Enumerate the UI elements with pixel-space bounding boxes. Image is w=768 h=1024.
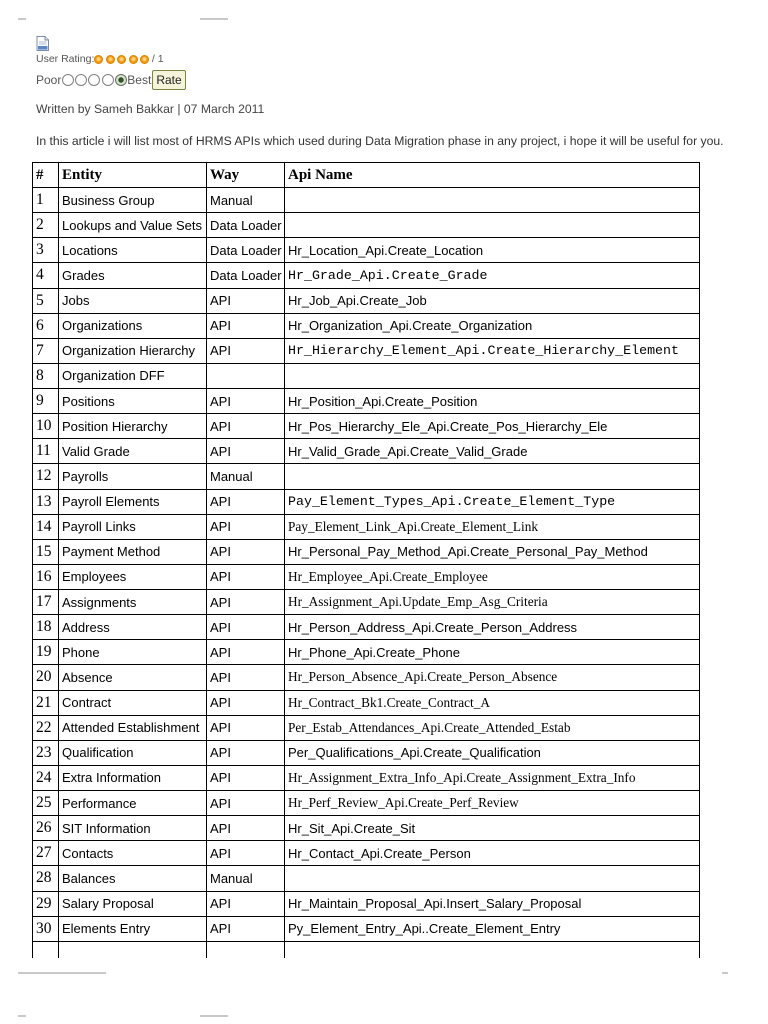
entity-cell: Business Group: [59, 188, 207, 212]
api-name-cell: Hr_Contact_Api.Create_Person: [285, 841, 700, 865]
way-cell: API: [207, 615, 285, 639]
row-number-cell: 23: [33, 741, 59, 765]
table-row: [33, 389, 700, 414]
api-name-cell: Hr_Employee_Api.Create_Employee: [285, 565, 700, 589]
article-intro: In this article i will list most of HRMS APIs which used during Data Migration phase in any project, i hope it will be useful for you.: [36, 134, 724, 148]
entity-cell: Position Hierarchy: [59, 414, 207, 438]
table-row-continued: [33, 942, 700, 958]
row-number-cell: 2: [33, 213, 59, 237]
way-cell: API: [207, 665, 285, 689]
way-cell: API: [207, 716, 285, 740]
entity-cell: Contacts: [59, 841, 207, 865]
way-cell: API: [207, 565, 285, 589]
row-number-cell: 28: [33, 866, 59, 890]
table-row: [33, 816, 700, 841]
api-name-cell: Per_Qualifications_Api.Create_Qualification: [285, 741, 700, 765]
entity-cell: Organization Hierarchy: [59, 339, 207, 363]
entity-cell: Locations: [59, 238, 207, 262]
table-row: [33, 263, 700, 288]
api-name-cell: Per_Estab_Attendances_Api.Create_Attended_Estab: [285, 716, 700, 740]
api-name-cell: Hr_Sit_Api.Create_Sit: [285, 816, 700, 840]
hrms-api-table: [32, 162, 700, 958]
way-cell: API: [207, 540, 285, 564]
way-cell: [207, 942, 285, 958]
row-number-cell: 5: [33, 289, 59, 313]
api-name-cell: [285, 364, 700, 388]
rate-button[interactable]: Rate: [152, 70, 185, 90]
table-header-number: #: [33, 163, 59, 187]
table-row: [33, 515, 700, 540]
way-cell: API: [207, 766, 285, 790]
way-cell: Manual: [207, 188, 285, 212]
table-row: [33, 289, 700, 314]
api-name-cell: [285, 464, 700, 488]
table-row: [33, 238, 700, 263]
vote-option-3[interactable]: [88, 74, 100, 86]
table-row: [33, 565, 700, 590]
vote-scale-high-label: Best: [127, 73, 152, 87]
row-number-cell: 4: [33, 263, 59, 287]
entity-cell: Lookups and Value Sets: [59, 213, 207, 237]
api-name-cell: Hr_Grade_Api.Create_Grade: [285, 263, 700, 287]
user-rating-label: User Rating:: [36, 53, 95, 65]
document-icon[interactable]: [36, 36, 50, 51]
api-name-cell: Hr_Personal_Pay_Method_Api.Create_Personal_Pay_Method: [285, 540, 700, 564]
way-cell: Manual: [207, 464, 285, 488]
row-number-cell: 11: [33, 439, 59, 463]
table-header-way: Way: [207, 163, 285, 187]
vote-form: [36, 70, 186, 90]
api-name-cell: Hr_Contract_Bk1.Create_Contract_A: [285, 691, 700, 715]
row-number-cell: 30: [33, 917, 59, 941]
api-name-cell: Hr_Location_Api.Create_Location: [285, 238, 700, 262]
table-header-row: [33, 163, 700, 188]
table-row: [33, 188, 700, 213]
print-footer-mark: [18, 972, 106, 974]
api-name-cell: Hr_Job_Api.Create_Job: [285, 289, 700, 313]
way-cell: API: [207, 841, 285, 865]
table-row: [33, 640, 700, 665]
vote-option-5[interactable]: [115, 74, 127, 86]
row-number-cell: 9: [33, 389, 59, 413]
table-row: [33, 716, 700, 741]
table-row: [33, 892, 700, 917]
way-cell: API: [207, 917, 285, 941]
row-number-cell: 29: [33, 892, 59, 916]
table-row: [33, 665, 700, 690]
entity-cell: Address: [59, 615, 207, 639]
table-row: [33, 314, 700, 339]
api-name-cell: Hr_Pos_Hierarchy_Ele_Api.Create_Pos_Hierarchy_Ele: [285, 414, 700, 438]
entity-cell: Positions: [59, 389, 207, 413]
row-number-cell: 1: [33, 188, 59, 212]
entity-cell: Jobs: [59, 289, 207, 313]
rating-dots: [94, 55, 152, 64]
api-name-cell: [285, 866, 700, 890]
row-number-cell: [33, 942, 59, 958]
way-cell: API: [207, 414, 285, 438]
way-cell: API: [207, 791, 285, 815]
entity-cell: Attended Establishment: [59, 716, 207, 740]
row-number-cell: 27: [33, 841, 59, 865]
table-row: [33, 414, 700, 439]
way-cell: API: [207, 816, 285, 840]
row-number-cell: 13: [33, 490, 59, 514]
table-row: [33, 339, 700, 364]
row-number-cell: 21: [33, 691, 59, 715]
print-footer-mark: [722, 972, 728, 974]
entity-cell: Organization DFF: [59, 364, 207, 388]
table-row: [33, 590, 700, 615]
way-cell: API: [207, 590, 285, 614]
entity-cell: Valid Grade: [59, 439, 207, 463]
row-number-cell: 24: [33, 766, 59, 790]
entity-cell: Payment Method: [59, 540, 207, 564]
rating-dot: [94, 55, 103, 64]
table-row: [33, 917, 700, 942]
way-cell: API: [207, 515, 285, 539]
rating-dot: [106, 55, 115, 64]
way-cell: API: [207, 892, 285, 916]
table-row: [33, 364, 700, 389]
way-cell: API: [207, 439, 285, 463]
row-number-cell: 16: [33, 565, 59, 589]
api-name-cell: [285, 942, 700, 958]
api-name-cell: Hr_Hierarchy_Element_Api.Create_Hierarchy_Element: [285, 339, 700, 363]
way-cell: API: [207, 691, 285, 715]
row-number-cell: 22: [33, 716, 59, 740]
row-number-cell: 8: [33, 364, 59, 388]
way-cell: API: [207, 640, 285, 664]
rating-dot: [140, 55, 149, 64]
print-header-mark: [18, 18, 26, 20]
rating-dot: [129, 55, 138, 64]
table-row: [33, 691, 700, 716]
row-number-cell: 15: [33, 540, 59, 564]
vote-count: / 1: [151, 53, 164, 65]
table-header-api-name: Api Name: [285, 163, 700, 187]
way-cell: API: [207, 339, 285, 363]
api-name-cell: Hr_Phone_Api.Create_Phone: [285, 640, 700, 664]
table-row: [33, 766, 700, 791]
entity-cell: Employees: [59, 565, 207, 589]
entity-cell: Salary Proposal: [59, 892, 207, 916]
entity-cell: Absence: [59, 665, 207, 689]
api-name-cell: Hr_Person_Absence_Api.Create_Person_Absence: [285, 665, 700, 689]
api-name-cell: Hr_Valid_Grade_Api.Create_Valid_Grade: [285, 439, 700, 463]
entity-cell: Payroll Links: [59, 515, 207, 539]
entity-cell: SIT Information: [59, 816, 207, 840]
table-row: [33, 741, 700, 766]
api-name-cell: Hr_Assignment_Extra_Info_Api.Create_Assignment_Extra_Info: [285, 766, 700, 790]
vote-option-4[interactable]: [102, 74, 114, 86]
entity-cell: Performance: [59, 791, 207, 815]
table-row: [33, 490, 700, 515]
row-number-cell: 14: [33, 515, 59, 539]
entity-cell: Phone: [59, 640, 207, 664]
table-row: [33, 615, 700, 640]
vote-option-2[interactable]: [75, 74, 87, 86]
way-cell: API: [207, 314, 285, 338]
entity-cell: Balances: [59, 866, 207, 890]
entity-cell: Payroll Elements: [59, 490, 207, 514]
rating-dot: [117, 55, 126, 64]
row-number-cell: 7: [33, 339, 59, 363]
table-row: [33, 540, 700, 565]
api-name-cell: Hr_Maintain_Proposal_Api.Insert_Salary_Proposal: [285, 892, 700, 916]
user-rating: [36, 53, 164, 66]
table-row: [33, 213, 700, 238]
way-cell: API: [207, 289, 285, 313]
print-header-mark: [200, 18, 228, 20]
entity-cell: Elements Entry: [59, 917, 207, 941]
way-cell: Manual: [207, 866, 285, 890]
way-cell: API: [207, 389, 285, 413]
table-row: [33, 866, 700, 891]
way-cell: [207, 364, 285, 388]
way-cell: API: [207, 741, 285, 765]
entity-cell: Contract: [59, 691, 207, 715]
table-row: [33, 439, 700, 464]
entity-cell: Organizations: [59, 314, 207, 338]
api-name-cell: [285, 188, 700, 212]
api-name-cell: Hr_Position_Api.Create_Position: [285, 389, 700, 413]
row-number-cell: 26: [33, 816, 59, 840]
entity-cell: Qualification: [59, 741, 207, 765]
article-byline: Written by Sameh Bakkar | 07 March 2011: [36, 102, 265, 116]
table-row: [33, 791, 700, 816]
table-header-entity: Entity: [59, 163, 207, 187]
api-name-cell: Hr_Person_Address_Api.Create_Person_Address: [285, 615, 700, 639]
api-name-cell: Pay_Element_Types_Api.Create_Element_Type: [285, 490, 700, 514]
entity-cell: Payrolls: [59, 464, 207, 488]
entity-cell: Extra Information: [59, 766, 207, 790]
api-name-cell: Py_Element_Entry_Api..Create_Element_Entry: [285, 917, 700, 941]
api-name-cell: Pay_Element_Link_Api.Create_Element_Link: [285, 515, 700, 539]
table-row: [33, 841, 700, 866]
row-number-cell: 18: [33, 615, 59, 639]
row-number-cell: 20: [33, 665, 59, 689]
api-name-cell: Hr_Assignment_Api.Update_Emp_Asg_Criteria: [285, 590, 700, 614]
row-number-cell: 6: [33, 314, 59, 338]
api-name-cell: [285, 213, 700, 237]
way-cell: API: [207, 490, 285, 514]
way-cell: Data Loader: [207, 213, 285, 237]
print-footer-mark: [200, 1015, 228, 1017]
row-number-cell: 10: [33, 414, 59, 438]
row-number-cell: 12: [33, 464, 59, 488]
way-cell: Data Loader: [207, 238, 285, 262]
row-number-cell: 3: [33, 238, 59, 262]
api-name-cell: Hr_Organization_Api.Create_Organization: [285, 314, 700, 338]
vote-scale-low-label: Poor: [36, 73, 62, 87]
row-number-cell: 19: [33, 640, 59, 664]
api-name-cell: Hr_Perf_Review_Api.Create_Perf_Review: [285, 791, 700, 815]
row-number-cell: 17: [33, 590, 59, 614]
vote-options: [61, 74, 127, 86]
print-footer-mark: [18, 1015, 26, 1017]
vote-option-1[interactable]: [62, 74, 74, 86]
entity-cell: Assignments: [59, 590, 207, 614]
table-row: [33, 464, 700, 489]
row-number-cell: 25: [33, 791, 59, 815]
table-body: [33, 188, 700, 942]
entity-cell: Grades: [59, 263, 207, 287]
entity-cell: [59, 942, 207, 958]
way-cell: Data Loader: [207, 263, 285, 287]
